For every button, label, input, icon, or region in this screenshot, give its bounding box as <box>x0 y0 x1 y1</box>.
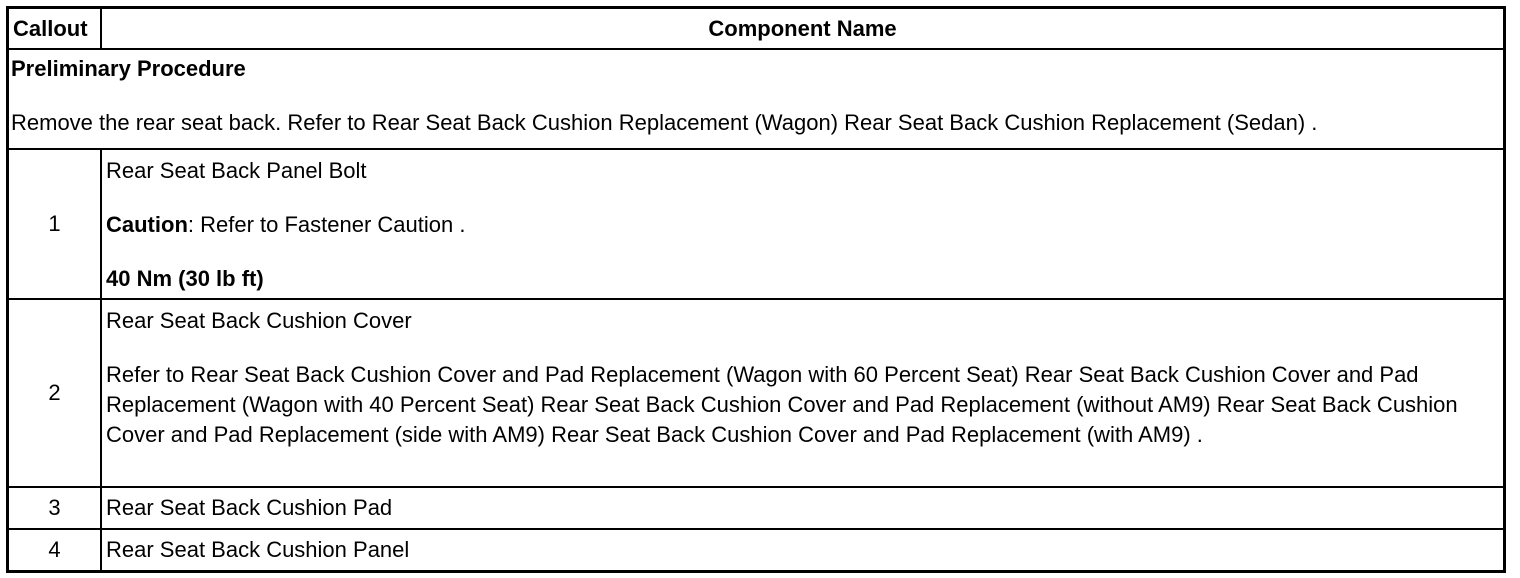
table-row <box>9 528 1503 570</box>
caution-note <box>106 210 1499 240</box>
table-row <box>9 298 1503 486</box>
callout-cell: 2 <box>9 300 102 486</box>
component-table <box>6 6 1506 573</box>
preliminary-title: Preliminary Procedure <box>11 56 246 81</box>
reference-note: Refer to Rear Seat Back Cushion Cover and Pad Replacement (Wagon with 60 Percent Seat) Rear Seat Back Cushion Cover and Pad Replacement (Wagon with 40 Percent Seat) Rear Seat Back Cushion Cover and Pad Replacement (without AM9) Rear Seat Back Cushion Cover and Pad Replacement (side with AM9) Rear Seat Back Cushion Cover and Pad Replacement (with AM9) . <box>106 362 1458 447</box>
table-row <box>9 148 1503 298</box>
callout-cell: 3 <box>9 488 102 528</box>
caution-text: : Refer to Fastener Caution . <box>187 212 466 237</box>
component-name-header: Component Name <box>708 15 897 41</box>
preliminary-text: Remove the rear seat back. Refer to Rear Seat Back Cushion Replacement (Wagon) Rear Seat Back Cushion Replacement (Sedan) . <box>11 110 1318 135</box>
component-name: Rear Seat Back Cushion Pad <box>106 495 393 520</box>
component-name: Rear Seat Back Panel Bolt <box>106 158 367 183</box>
preliminary-procedure-row <box>9 48 1503 148</box>
callout-cell: 1 <box>9 150 102 298</box>
table-row <box>9 486 1503 528</box>
table-header-row <box>9 9 1503 48</box>
component-cell <box>102 300 1503 486</box>
component-name: Rear Seat Back Cushion Panel <box>106 537 410 562</box>
component-cell <box>102 150 1503 298</box>
component-name: Rear Seat Back Cushion Cover <box>106 308 412 333</box>
torque-spec: 40 Nm (30 lb ft) <box>106 266 264 291</box>
caution-label: Caution <box>106 212 188 237</box>
callout-header: Callout <box>9 9 102 48</box>
callout-cell: 4 <box>9 530 102 570</box>
